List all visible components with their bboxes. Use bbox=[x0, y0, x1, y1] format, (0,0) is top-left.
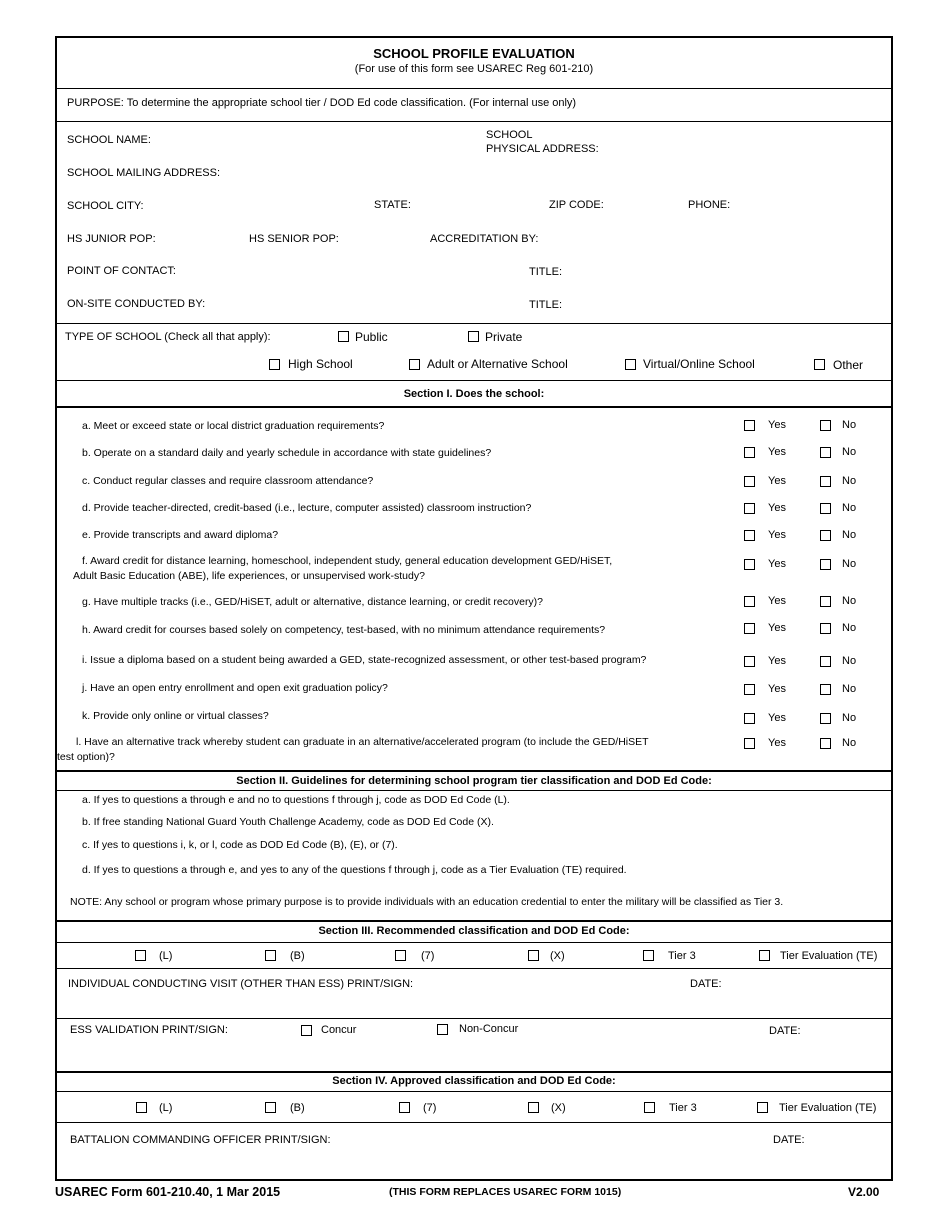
divider bbox=[57, 770, 891, 772]
section4-title: Section IV. Approved classification and DOD Ed Code: bbox=[332, 1075, 616, 1087]
private-label: Private bbox=[485, 330, 523, 344]
yes-label: Yes bbox=[768, 622, 786, 634]
guideline-a: a. If yes to questions a through e and no to questions f through j, code as DOD Ed Code (L). bbox=[82, 794, 510, 806]
title-label-1: TITLE: bbox=[529, 266, 563, 278]
yes-checkbox[interactable] bbox=[744, 503, 755, 514]
form-id: USAREC Form 601-210.40, 1 Mar 2015 bbox=[55, 1185, 281, 1199]
appr-b-label: (B) bbox=[290, 1102, 305, 1114]
question-text: j. Have an open entry enrollment and open exit graduation policy? bbox=[82, 682, 388, 694]
yes-checkbox[interactable] bbox=[744, 476, 755, 487]
yes-label: Yes bbox=[768, 529, 786, 541]
divider bbox=[57, 323, 891, 324]
yes-label: Yes bbox=[768, 712, 786, 724]
no-checkbox[interactable] bbox=[820, 656, 831, 667]
section2-title: Section II. Guidelines for determining school program tier classification and DOD Ed Code: bbox=[236, 775, 712, 787]
yes-checkbox[interactable] bbox=[744, 559, 755, 570]
yes-checkbox[interactable] bbox=[744, 420, 755, 431]
yes-label: Yes bbox=[768, 558, 786, 570]
onsite-conducted-label: ON-SITE CONDUCTED BY: bbox=[67, 298, 206, 310]
private-checkbox[interactable] bbox=[468, 331, 479, 342]
school-name-label: SCHOOL NAME: bbox=[67, 134, 151, 146]
no-checkbox[interactable] bbox=[820, 503, 831, 514]
question-text-continued: test option)? bbox=[57, 751, 115, 763]
no-label: No bbox=[842, 502, 857, 514]
no-checkbox[interactable] bbox=[820, 447, 831, 458]
no-checkbox[interactable] bbox=[820, 623, 831, 634]
guideline-b: b. If free standing National Guard Youth Challenge Academy, code as DOD Ed Code (X). bbox=[82, 816, 494, 828]
divider bbox=[57, 380, 891, 381]
yes-label: Yes bbox=[768, 737, 786, 749]
divider bbox=[57, 121, 891, 122]
appr-7-label: (7) bbox=[423, 1102, 437, 1114]
yes-label: Yes bbox=[768, 595, 786, 607]
other-school-checkbox[interactable] bbox=[814, 359, 825, 370]
date-label-2: DATE: bbox=[769, 1025, 801, 1037]
high-school-label: High School bbox=[288, 357, 353, 371]
no-checkbox[interactable] bbox=[820, 596, 831, 607]
no-label: No bbox=[842, 595, 857, 607]
question-text-continued: Adult Basic Education (ABE), life experiences, or unsupervised work-study? bbox=[73, 570, 425, 582]
rec-7-checkbox[interactable] bbox=[395, 950, 406, 961]
zip-code-label: ZIP CODE: bbox=[549, 199, 604, 211]
adult-school-checkbox[interactable] bbox=[409, 359, 420, 370]
battalion-co-label: BATTALION COMMANDING OFFICER PRINT/SIGN: bbox=[70, 1134, 331, 1146]
form-subtitle: (For use of this form see USAREC Reg 601-210) bbox=[354, 63, 594, 75]
yes-checkbox[interactable] bbox=[744, 713, 755, 724]
form-version: V2.00 bbox=[848, 1185, 880, 1199]
ess-validation-label: ESS VALIDATION PRINT/SIGN: bbox=[70, 1024, 228, 1036]
yes-checkbox[interactable] bbox=[744, 530, 755, 541]
no-label: No bbox=[842, 683, 857, 695]
state-label: STATE: bbox=[374, 199, 411, 211]
rec-x-label: (X) bbox=[550, 950, 565, 962]
rec-te-label: Tier Evaluation (TE) bbox=[780, 950, 878, 962]
appr-b-checkbox[interactable] bbox=[265, 1102, 276, 1113]
form-frame bbox=[55, 36, 893, 1181]
yes-label: Yes bbox=[768, 419, 786, 431]
appr-l-label: (L) bbox=[159, 1102, 173, 1114]
rec-te-checkbox[interactable] bbox=[759, 950, 770, 961]
section1-title: Section I. Does the school: bbox=[403, 388, 545, 400]
appr-tier3-label: Tier 3 bbox=[669, 1102, 697, 1114]
adult-school-label: Adult or Alternative School bbox=[427, 357, 568, 371]
question-text: h. Award credit for courses based solely on competency, test-based, with no minimum attendance requirements? bbox=[82, 624, 606, 636]
question-text: i. Issue a diploma based on a student being awarded a GED, state-recognized assessment, or other test-based program? bbox=[82, 654, 647, 666]
guideline-c: c. If yes to questions i, k, or l, code as DOD Ed Code (B), (E), or (7). bbox=[82, 839, 398, 851]
yes-checkbox[interactable] bbox=[744, 738, 755, 749]
question-text: d. Provide teacher-directed, credit-based (i.e., lecture, computer assisted) classroom instruction? bbox=[82, 502, 532, 514]
no-checkbox[interactable] bbox=[820, 476, 831, 487]
concur-checkbox[interactable] bbox=[301, 1025, 312, 1036]
no-checkbox[interactable] bbox=[820, 559, 831, 570]
no-label: No bbox=[842, 419, 857, 431]
individual-conducting-label: INDIVIDUAL CONDUCTING VISIT (OTHER THAN ESS) PRINT/SIGN: bbox=[68, 978, 414, 990]
title-label-2: TITLE: bbox=[529, 299, 563, 311]
yes-checkbox[interactable] bbox=[744, 623, 755, 634]
appr-te-checkbox[interactable] bbox=[757, 1102, 768, 1113]
no-label: No bbox=[842, 558, 857, 570]
question-text: k. Provide only online or virtual classes? bbox=[82, 710, 269, 722]
divider bbox=[57, 920, 891, 922]
divider bbox=[57, 1018, 891, 1019]
rec-tier3-label: Tier 3 bbox=[668, 950, 696, 962]
no-label: No bbox=[842, 712, 857, 724]
no-label: No bbox=[842, 655, 857, 667]
yes-checkbox[interactable] bbox=[744, 684, 755, 695]
no-checkbox[interactable] bbox=[820, 530, 831, 541]
divider bbox=[57, 88, 891, 89]
yes-checkbox[interactable] bbox=[744, 596, 755, 607]
divider bbox=[57, 968, 891, 969]
yes-checkbox[interactable] bbox=[744, 447, 755, 458]
virtual-school-label: Virtual/Online School bbox=[643, 357, 755, 371]
yes-label: Yes bbox=[768, 502, 786, 514]
no-checkbox[interactable] bbox=[820, 420, 831, 431]
yes-label: Yes bbox=[768, 683, 786, 695]
mailing-address-label: SCHOOL MAILING ADDRESS: bbox=[67, 167, 221, 179]
divider bbox=[57, 790, 891, 791]
guideline-note: NOTE: Any school or program whose primary purpose is to provide individuals with an education credential to enter the military will be classified as Tier 3. bbox=[70, 896, 784, 908]
section3-title: Section III. Recommended classification and DOD Ed Code: bbox=[318, 925, 630, 937]
rec-b-label: (B) bbox=[290, 950, 305, 962]
question-text: c. Conduct regular classes and require classroom attendance? bbox=[82, 475, 374, 487]
question-text: b. Operate on a standard daily and yearly schedule in accordance with state guidelines? bbox=[82, 447, 492, 459]
divider bbox=[57, 1071, 891, 1073]
appr-tier3-checkbox[interactable] bbox=[644, 1102, 655, 1113]
school-type-label: TYPE OF SCHOOL (Check all that apply): bbox=[65, 331, 271, 343]
no-label: No bbox=[842, 475, 857, 487]
appr-l-checkbox[interactable] bbox=[136, 1102, 147, 1113]
accreditation-label: ACCREDITATION BY: bbox=[430, 233, 539, 245]
purpose-text: PURPOSE: To determine the appropriate school tier / DOD Ed code classification. (For internal use only) bbox=[67, 97, 577, 109]
question-text: f. Award credit for distance learning, homeschool, independent study, general education development GED/HiSET, bbox=[82, 555, 613, 567]
no-checkbox[interactable] bbox=[820, 713, 831, 724]
other-school-label: Other bbox=[833, 358, 864, 372]
public-label: Public bbox=[355, 330, 388, 344]
appr-x-label: (X) bbox=[551, 1102, 566, 1114]
school-physical-label-2: PHYSICAL ADDRESS: bbox=[486, 143, 599, 155]
divider bbox=[57, 1091, 891, 1092]
divider bbox=[57, 942, 891, 943]
appr-te-label: Tier Evaluation (TE) bbox=[779, 1102, 877, 1114]
rec-l-label: (L) bbox=[159, 950, 173, 962]
school-physical-label-1: SCHOOL bbox=[486, 129, 533, 141]
rec-tier3-checkbox[interactable] bbox=[643, 950, 654, 961]
virtual-school-checkbox[interactable] bbox=[625, 359, 636, 370]
no-label: No bbox=[842, 446, 857, 458]
no-checkbox[interactable] bbox=[820, 684, 831, 695]
question-text: l. Have an alternative track whereby student can graduate in an alternative/accelerated program (to include the GED/HiSET bbox=[76, 736, 649, 748]
phone-label: PHONE: bbox=[688, 199, 731, 211]
no-label: No bbox=[842, 622, 857, 634]
question-text: e. Provide transcripts and award diploma? bbox=[82, 529, 279, 541]
public-checkbox[interactable] bbox=[338, 331, 349, 342]
divider bbox=[57, 1122, 891, 1123]
yes-label: Yes bbox=[768, 446, 786, 458]
rec-x-checkbox[interactable] bbox=[528, 950, 539, 961]
point-of-contact-label: POINT OF CONTACT: bbox=[67, 265, 176, 277]
appr-x-checkbox[interactable] bbox=[528, 1102, 539, 1113]
concur-label: Concur bbox=[321, 1024, 357, 1036]
no-label: No bbox=[842, 737, 857, 749]
replaces-note: (THIS FORM REPLACES USAREC FORM 1015) bbox=[389, 1186, 622, 1198]
nonconcur-checkbox[interactable] bbox=[437, 1024, 448, 1035]
no-label: No bbox=[842, 529, 857, 541]
hs-senior-label: HS SENIOR POP: bbox=[249, 233, 339, 245]
question-text: a. Meet or exceed state or local district graduation requirements? bbox=[82, 420, 385, 432]
rec-b-checkbox[interactable] bbox=[265, 950, 276, 961]
date-label-1: DATE: bbox=[690, 978, 722, 990]
rec-7-label: (7) bbox=[421, 950, 435, 962]
no-checkbox[interactable] bbox=[820, 738, 831, 749]
yes-label: Yes bbox=[768, 475, 786, 487]
yes-label: Yes bbox=[768, 655, 786, 667]
hs-junior-label: HS JUNIOR POP: bbox=[67, 233, 156, 245]
high-school-checkbox[interactable] bbox=[269, 359, 280, 370]
form-title: SCHOOL PROFILE EVALUATION bbox=[373, 46, 575, 61]
appr-7-checkbox[interactable] bbox=[399, 1102, 410, 1113]
rec-l-checkbox[interactable] bbox=[135, 950, 146, 961]
guideline-d: d. If yes to questions a through e, and yes to any of the questions f through j, code as a Tier Evaluation (TE) required. bbox=[82, 864, 627, 876]
school-city-label: SCHOOL CITY: bbox=[67, 200, 144, 212]
question-text: g. Have multiple tracks (i.e., GED/HiSET, adult or alternative, distance learning, or credit recovery)? bbox=[82, 596, 544, 608]
yes-checkbox[interactable] bbox=[744, 656, 755, 667]
nonconcur-label: Non-Concur bbox=[459, 1023, 519, 1035]
divider bbox=[57, 406, 891, 408]
date-label-3: DATE: bbox=[773, 1134, 805, 1146]
